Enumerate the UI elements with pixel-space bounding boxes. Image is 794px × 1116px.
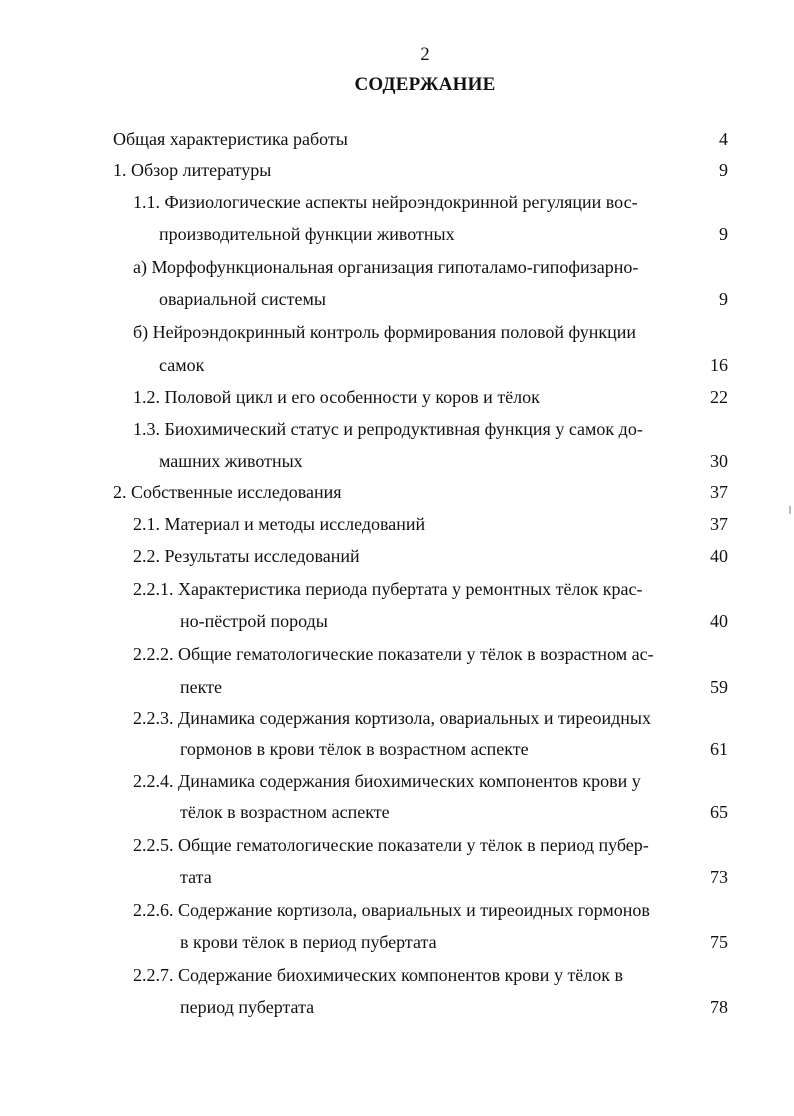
scan-edge-mark xyxy=(789,506,791,514)
toc-page-number: 40 xyxy=(710,546,728,566)
toc-page-number: 78 xyxy=(710,997,728,1017)
toc-entry-line: 2.2.3. Динамика содержания кортизола, овариальных и тиреоидных xyxy=(133,708,652,728)
toc-entry-line: в крови тёлок в период пубертата xyxy=(180,932,437,952)
toc-entry-line: самок xyxy=(159,355,205,375)
toc-entry-line: 1.3. Биохимический статус и репродуктивная функция у самок до- xyxy=(133,419,643,439)
toc-page-number: 30 xyxy=(710,451,728,471)
toc-entry-line: тата xyxy=(180,867,212,887)
toc-page-number: 4 xyxy=(719,129,728,149)
toc-entry-line: пекте xyxy=(180,677,222,697)
page-number: 2 xyxy=(420,44,430,65)
page-title: СОДЕРЖАНИЕ xyxy=(354,74,496,95)
toc-entry-line: производительной функции животных xyxy=(159,224,455,244)
toc-page-number: 59 xyxy=(710,677,728,697)
toc-page-number: 9 xyxy=(719,289,728,309)
toc-entry-line: 2.1. Материал и методы исследований xyxy=(133,514,426,534)
toc-entry-line: период пубертата xyxy=(180,997,315,1017)
toc-entry-line: Общая характеристика работы xyxy=(113,129,348,149)
toc-page-number: 9 xyxy=(719,160,728,180)
toc-entry-line: 1.2. Половой цикл и его особенности у коров и тёлок xyxy=(133,387,540,407)
toc-page-number: 40 xyxy=(710,611,728,631)
toc-entry-line: б) Нейроэндокринный контроль формирования половой функции xyxy=(133,322,636,342)
toc-page-number: 73 xyxy=(710,867,728,887)
toc-page-number: 16 xyxy=(710,355,728,375)
toc-page-number: 75 xyxy=(710,932,728,952)
toc-entry-line: 2.2. Результаты исследований xyxy=(133,546,360,566)
toc-page-number: 37 xyxy=(710,514,728,534)
toc-page-number: 65 xyxy=(710,802,728,822)
toc-entry-line: овариальной системы xyxy=(159,289,326,309)
toc-entry-line: 2.2.6. Содержание кортизола, овариальных и тиреоидных гормонов xyxy=(133,900,650,920)
toc-entry-line: но-пёстрой породы xyxy=(180,611,328,631)
toc-page-number: 61 xyxy=(710,739,728,759)
toc-entry-line: 2.2.1. Характеристика периода пубертата у ремонтных тёлок крас- xyxy=(133,579,643,599)
toc-entry-line: 2.2.2. Общие гематологические показатели у тёлок в возрастном ас- xyxy=(133,644,654,664)
toc-entry-line: 2.2.4. Динамика содержания биохимических компонентов крови у xyxy=(133,771,641,791)
toc-entry-line: 2. Собственные исследования xyxy=(113,482,342,502)
toc-page-number: 22 xyxy=(710,387,728,407)
toc-entry-line: 2.2.5. Общие гематологические показатели у тёлок в период пубер- xyxy=(133,835,649,855)
toc-entry-line: тёлок в возрастном аспекте xyxy=(180,802,390,822)
toc-page-number: 37 xyxy=(710,482,728,502)
toc-entry-line: гормонов в крови тёлок в возрастном аспекте xyxy=(180,739,529,759)
toc-entry-line: 1.1. Физиологические аспекты нейроэндокринной регуляции вос- xyxy=(133,192,638,212)
toc-entry-line: 2.2.7. Содержание биохимических компонентов крови у тёлок в xyxy=(133,965,624,985)
toc-page-number: 9 xyxy=(719,224,728,244)
toc-entry-line: 1. Обзор литературы xyxy=(113,160,272,180)
toc-entry-line: а) Морфофункциональная организация гипоталамо-гипофизарно- xyxy=(133,257,639,277)
toc-entry-line: машних животных xyxy=(159,451,303,471)
